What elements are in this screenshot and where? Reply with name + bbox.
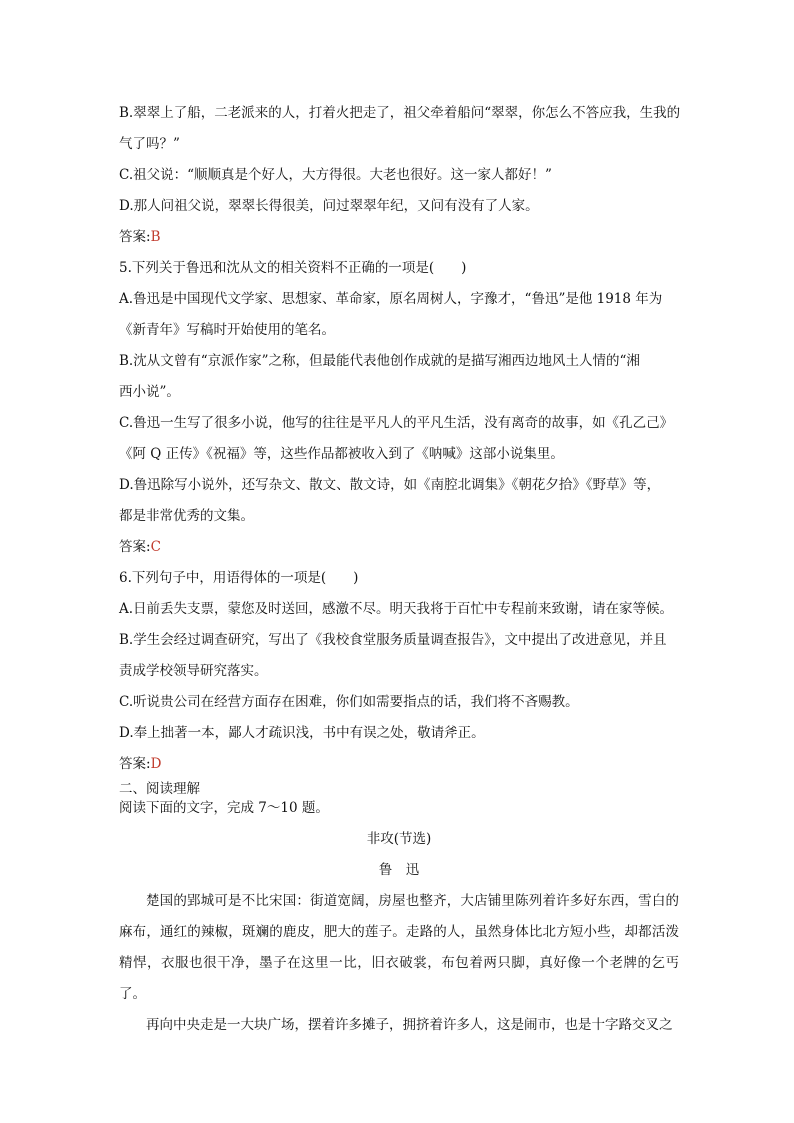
q6-option-a: A.日前丢失支票，蒙您及时送回，感激不尽。明天我将于百忙中专程前来致谢，请在家等候。: [119, 601, 674, 617]
passage-title: 非攻(节选): [366, 831, 432, 847]
q6-option-d: D.奉上拙著一本，鄙人才疏识浅，书中有误之处，敬请斧正。: [119, 725, 485, 741]
q6-answer: [119, 749, 679, 780]
q5-answer: [119, 532, 679, 563]
q6-option-b-line2: 责成学校领导研究落实。: [119, 663, 268, 679]
answer-value: B: [150, 229, 161, 245]
q5-option-b-line1: B.沈从文曾有“京派作家”之称，但最能代表他创作成就的是描写湘西边地风土人情的“湘: [119, 353, 640, 369]
q5-option-a-line2: 《新青年》写稿时开始使用的笔名。: [119, 322, 335, 338]
q4-option-c: C.祖父说：“顺顺真是个好人，大方得很。大老也很好。这一家人都好！”: [119, 167, 552, 183]
section-heading: 二、阅读理解: [119, 781, 200, 797]
q4-option-b-line1: B.翠翠上了船，二老派来的人，打着火把走了，祖父牵着船问“翠翠，你怎么不答应我，生我的: [119, 105, 681, 121]
section-instruction: 阅读下面的文字，完成 7～10 题。: [119, 800, 329, 816]
document-body: [119, 98, 679, 1041]
q5-option-a-line1: A.鲁迅是中国现代文学家、思想家、革命家，原名周树人，字豫才，“鲁迅”是他 1918 年为: [119, 291, 663, 307]
passage-paragraph-1: 楚国的郢城可是不比宋国：街道宽阔，房屋也整齐，大店铺里陈列着许多好东西，雪白的麻布，通红的辣椒，斑斓的鹿皮，肥大的莲子。走路的人，虽然身体比北方短小些，却都活泼精悍，衣服也很干净，墨子在这里一比，旧衣破裳，布包着两只脚，真好像一个老牌的乞丐了。: [119, 893, 679, 1002]
q4-option-b-line2: 气了吗？”: [119, 136, 180, 152]
q6-stem: 6.下列句子中，用语得体的一项是( ): [119, 570, 359, 586]
q5-option-b-line2: 西小说”。: [119, 384, 180, 400]
passage-paragraph-2: 再向中央走是一大块广场，摆着许多摊子，拥挤着许多人，这是闹市，也是十字路交叉之: [146, 1017, 673, 1033]
q5-option-c-line1: C.鲁迅一生写了很多小说，他写的往往是平凡人的平凡生活，没有离奇的故事，如《孔乙己》: [119, 415, 674, 431]
q4-option-d: D.那人问祖父说，翠翠长得很美，问过翠翠年纪，又问有没有了人家。: [119, 198, 539, 214]
q5-stem: 5.下列关于鲁迅和沈从文的相关资料不正确的一项是( ): [119, 260, 467, 276]
q5-option-d-line1: D.鲁迅除写小说外，还写杂文、散文、散文诗，如《南腔北调集》《朝花夕拾》《野草》等，: [119, 477, 661, 493]
q5-option-c-line2: 《阿 Q 正传》《祝福》等，这些作品都被收入到了《呐喊》这部小说集里。: [119, 446, 564, 462]
q6-option-c: C.听说贵公司在经营方面存在困难，你们如需要指点的话，我们将不吝赐教。: [119, 694, 579, 710]
answer-value: D: [150, 756, 162, 772]
answer-label: 答案:: [119, 539, 151, 555]
q6-option-b-line1: B.学生会经过调查研究，写出了《我校食堂服务质量调查报告》，文中提出了改进意见，并且: [119, 632, 667, 648]
q4-answer: [119, 222, 679, 253]
passage-author: 鲁 迅: [378, 862, 420, 878]
q5-option-d-line2: 都是非常优秀的文集。: [119, 508, 254, 524]
answer-label: 答案:: [119, 756, 151, 772]
answer-label: 答案:: [119, 229, 151, 245]
answer-value: C: [150, 539, 161, 555]
